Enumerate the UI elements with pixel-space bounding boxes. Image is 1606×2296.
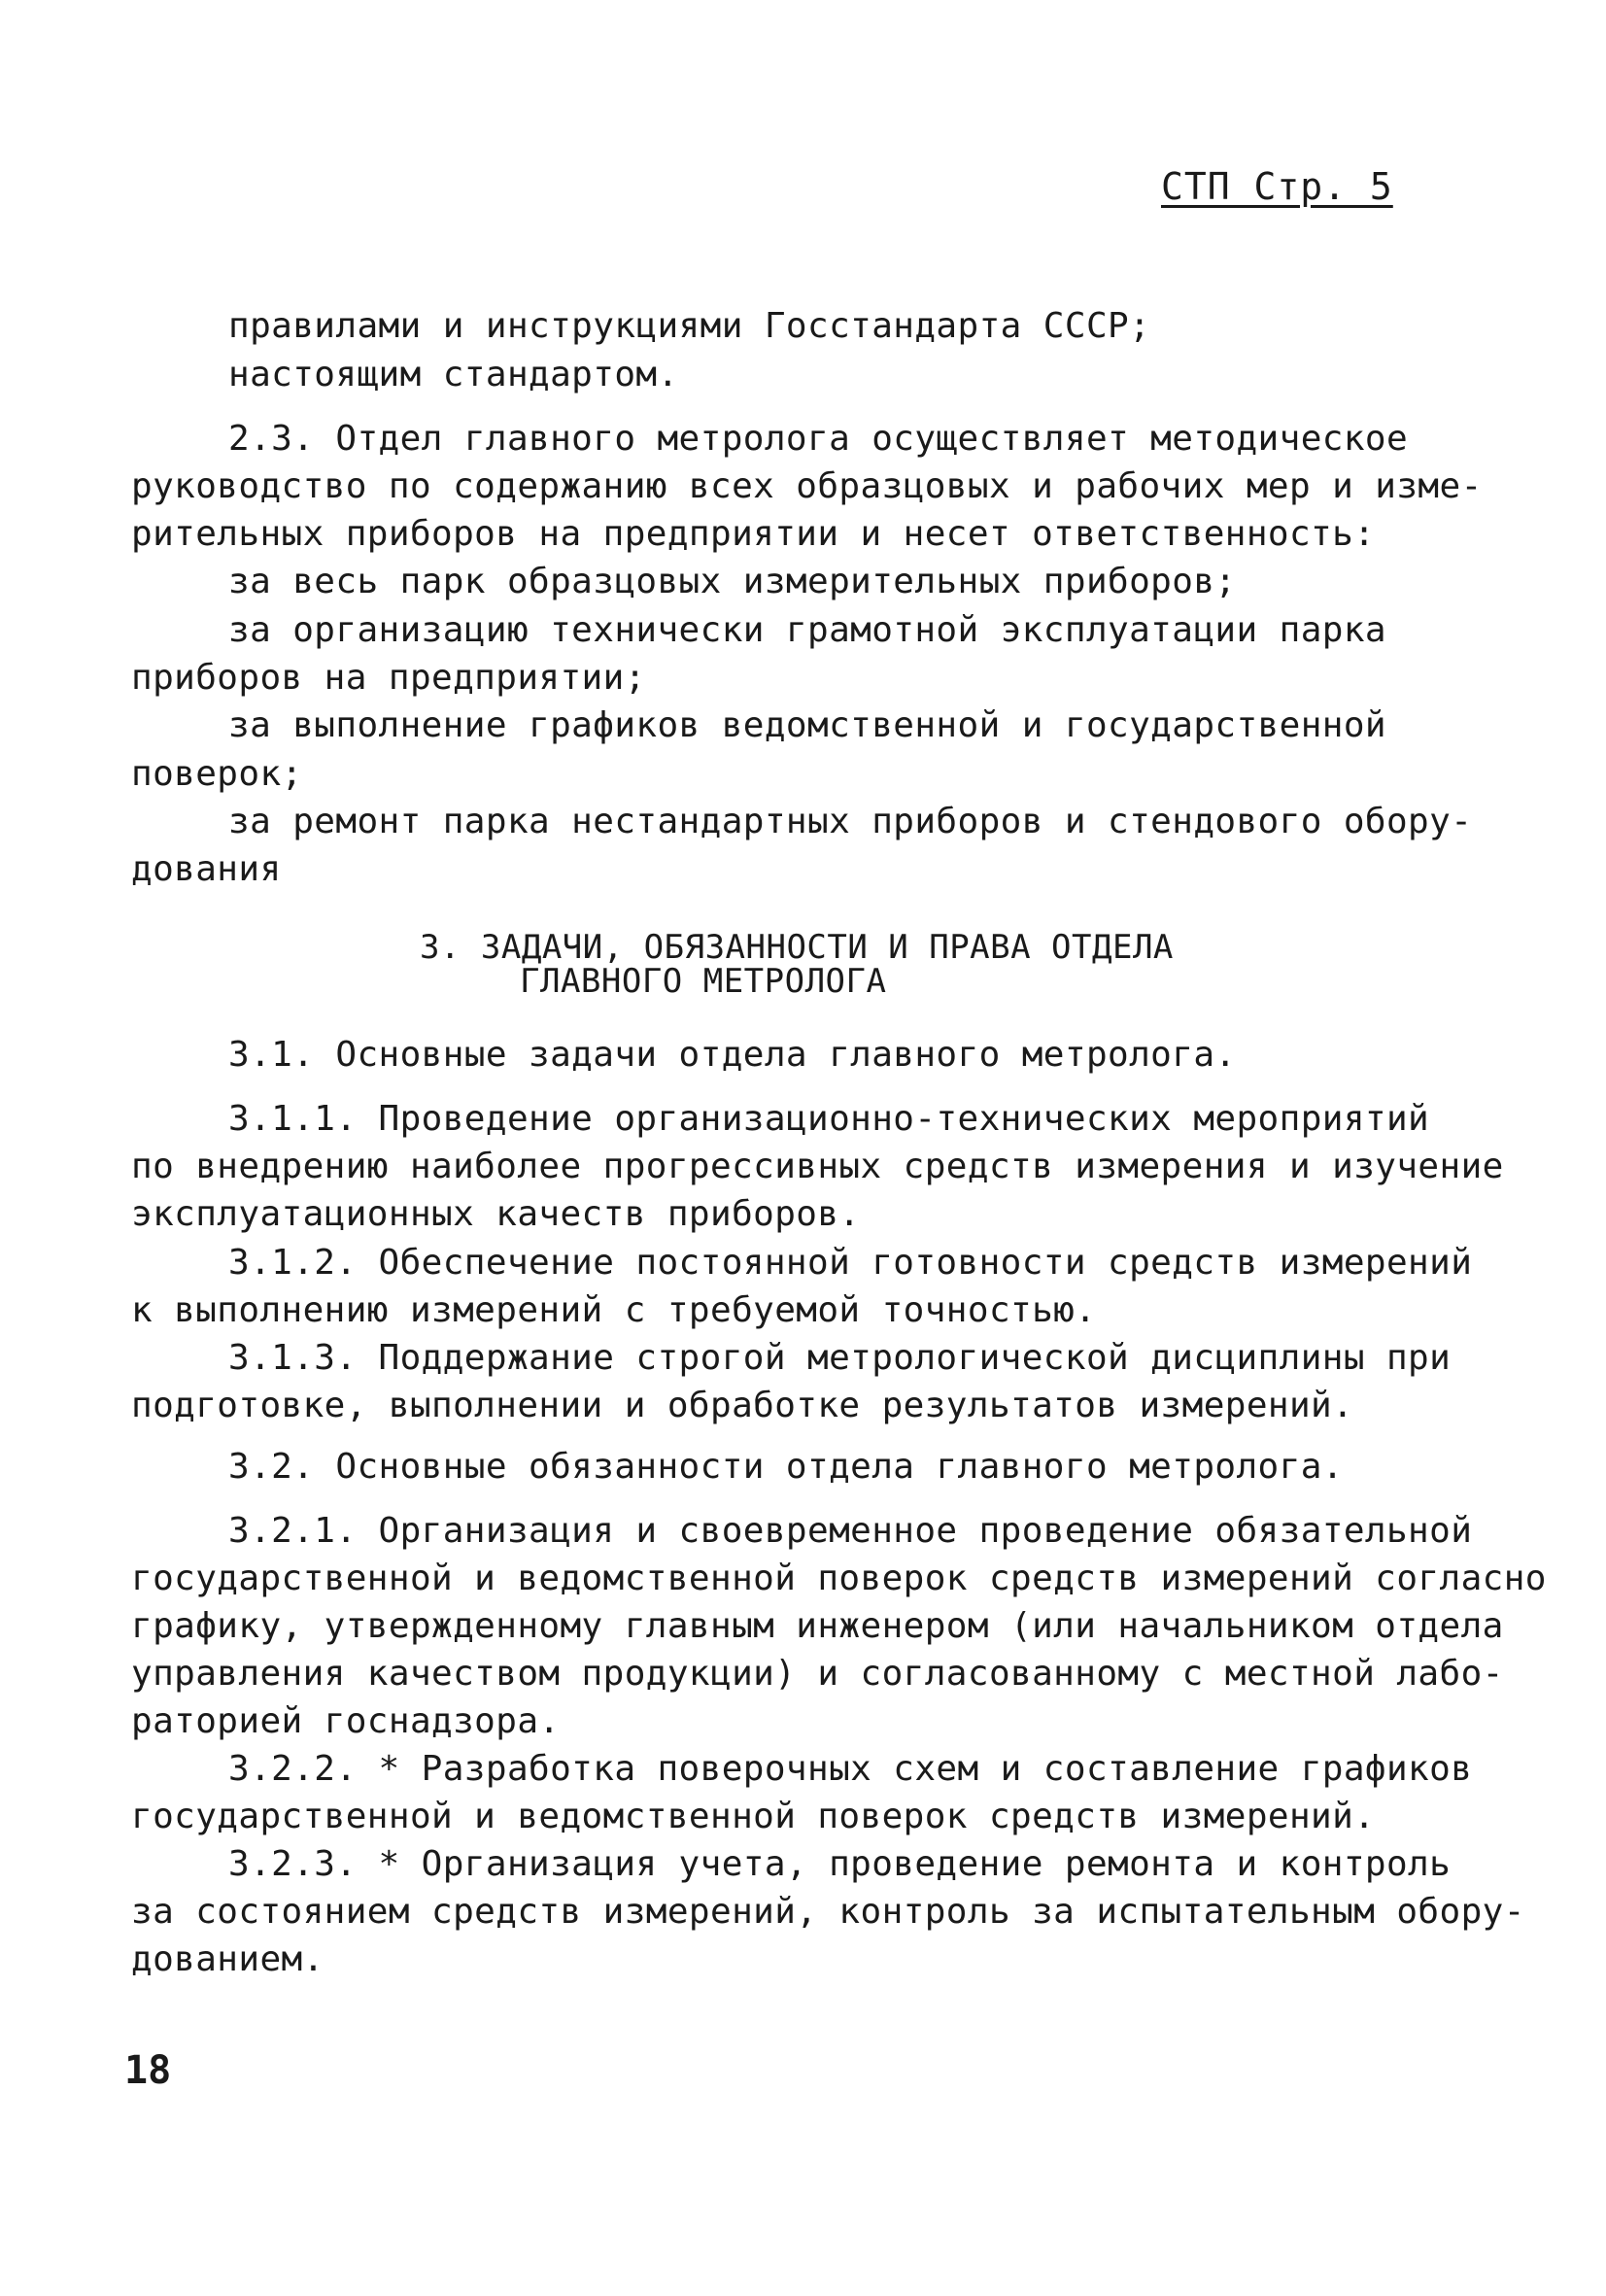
text-line: 3.1.2. Обеспечение постоянной готовности средств измерений — [228, 1243, 1473, 1283]
text-line: за ремонт парка нестандартных приборов и стендового обору- — [228, 802, 1473, 841]
text-line: за выполнение графиков ведомственной и государственной — [228, 705, 1386, 745]
text-line: 3.1.1. Проведение организационно-технических мероприятий — [228, 1099, 1430, 1139]
text-line: дованием. — [131, 1939, 325, 1979]
text-line: государственной и ведомственной поверок средств измерений. — [131, 1797, 1376, 1836]
text-line: 3.2. Основные обязанности отдела главного метролога. — [228, 1447, 1344, 1487]
text-line: эксплуатационных качеств приборов. — [131, 1194, 861, 1234]
text-line: по внедрению наиболее прогрессивных средств измерения и изучение — [131, 1147, 1504, 1186]
page-header-reference: СТП Стр. 5 — [1161, 165, 1393, 208]
text-line: 3.2.2. * Разработка поверочных схем и составление графиков — [228, 1749, 1473, 1789]
text-line: приборов на предприятии; — [131, 658, 646, 698]
text-line: графику, утвержденному главным инженером (или начальником отдела — [131, 1606, 1504, 1646]
text-line: 3.1. Основные задачи отдела главного метролога. — [228, 1035, 1237, 1075]
text-line: 3.1.3. Поддержание строгой метрологической дисциплины при — [228, 1338, 1452, 1378]
text-line: поверок; — [131, 754, 303, 794]
section-heading: ГЛАВНОГО МЕТРОЛОГА — [520, 962, 887, 1001]
text-line: за организацию технически грамотной эксплуатации парка — [228, 610, 1386, 650]
text-line: 3.2.3. * Организация учета, проведение ремонта и контроль — [228, 1844, 1452, 1884]
text-line: за весь парк образцовых измерительных приборов; — [228, 562, 1237, 601]
text-line: управления качеством продукции) и согласованному с местной лабо- — [131, 1654, 1504, 1694]
text-line: правилами и инструкциями Госстандарта СССР; — [228, 306, 1151, 346]
text-line: за состоянием средств измерений, контроль за испытательным обору- — [131, 1892, 1525, 1932]
page-number: 18 — [124, 2048, 172, 2093]
section-heading: 3. ЗАДАЧИ, ОБЯЗАННОСТИ И ПРАВА ОТДЕЛА — [420, 928, 1174, 967]
text-line: дования — [131, 849, 282, 889]
text-line: подготовке, выполнении и обработке результатов измерений. — [131, 1386, 1354, 1425]
text-line: 3.2.1. Организация и своевременное проведение обязательной — [228, 1511, 1473, 1551]
text-line: к выполнению измерений с требуемой точностью. — [131, 1290, 1097, 1330]
text-line: руководство по содержанию всех образцовых и рабочих мер и изме- — [131, 466, 1483, 506]
text-line: государственной и ведомственной поверок средств измерений согласно — [131, 1559, 1547, 1598]
text-line: рительных приборов на предприятии и несет ответственность: — [131, 514, 1376, 554]
text-line: раторией госнадзора. — [131, 1701, 561, 1741]
text-line: 2.3. Отдел главного метролога осуществляет методическое — [228, 419, 1409, 459]
text-line: настоящим стандартом. — [228, 355, 679, 394]
